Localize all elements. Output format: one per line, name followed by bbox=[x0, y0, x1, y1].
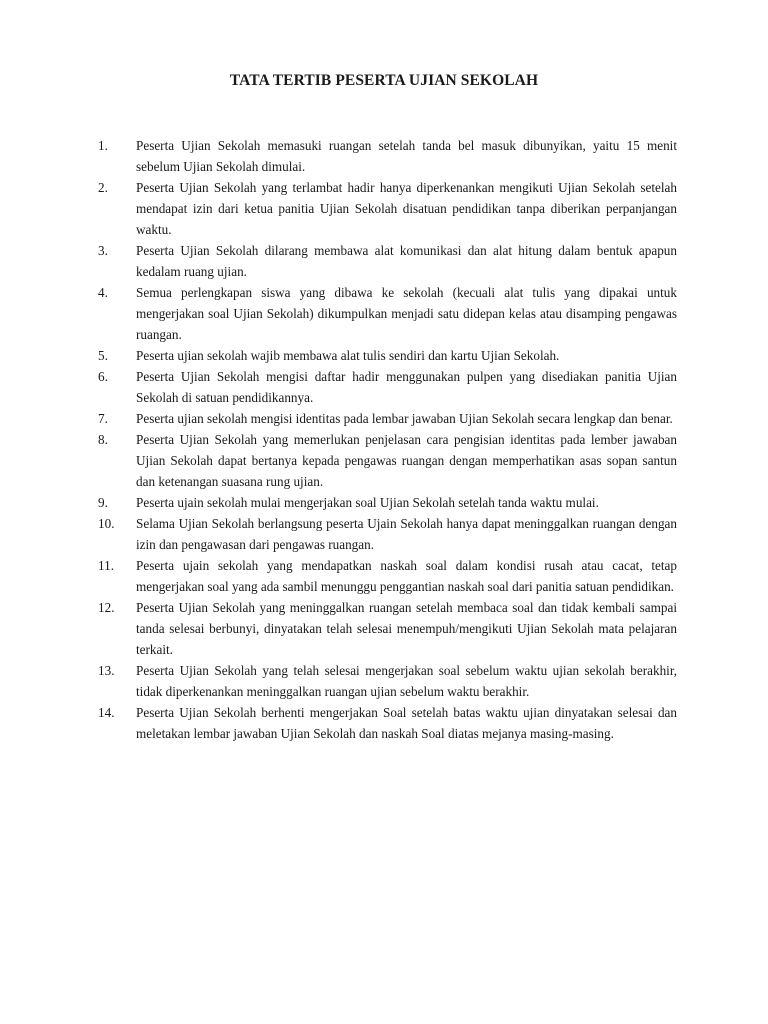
rule-number: 3. bbox=[98, 243, 108, 258]
rule-item-7 bbox=[98, 408, 677, 429]
rule-number: 6. bbox=[98, 369, 108, 384]
rule-item-8 bbox=[98, 429, 677, 492]
rule-text: Peserta ujain sekolah mulai mengerjakan soal Ujian Sekolah setelah tanda waktu mulai. bbox=[136, 495, 599, 510]
rule-item-3 bbox=[98, 240, 677, 282]
rule-text: Peserta ujian sekolah wajib membawa alat tulis sendiri dan kartu Ujian Sekolah. bbox=[136, 348, 560, 363]
rule-number: 13. bbox=[98, 663, 115, 678]
rule-item-12 bbox=[98, 597, 677, 660]
rule-text: Peserta Ujian Sekolah yang telah selesai mengerjakan soal sebelum waktu ujian sekolah berakhir, tidak diperkenankan meninggalkan ruangan ujian sebelum waktu berakhir. bbox=[136, 663, 677, 699]
rule-text: Peserta Ujian Sekolah yang terlambat hadir hanya diperkenankan mengikuti Ujian Sekolah setelah mendapat izin dari ketua panitia Ujian Sekolah disatuan pendidikan tanpa diberikan perpanjangan waktu. bbox=[136, 180, 677, 237]
rule-text: Peserta Ujian Sekolah yang memerlukan penjelasan cara pengisian identitas pada lember jawaban Ujian Sekolah dapat bertanya kepada pengawas ruangan dengan memperhatikan asas sopan santun dan ketenangan suasana rung ujian. bbox=[136, 432, 677, 489]
rule-text: Peserta Ujian Sekolah dilarang membawa alat komunikasi dan alat hitung dalam bentuk apapun kedalam ruang ujian. bbox=[136, 243, 677, 279]
rule-number: 4. bbox=[98, 285, 108, 300]
rule-number: 14. bbox=[98, 705, 115, 720]
rule-text: Peserta ujain sekolah yang mendapatkan naskah soal dalam kondisi rusah atau cacat, tetap mengerjakan soal yang ada sambil menunggu penggantian naskah soal dari panitia satuan pendidikan. bbox=[136, 558, 677, 594]
rule-item-14 bbox=[98, 702, 677, 744]
document-title: TATA TERTIB PESERTA UJIAN SEKOLAH bbox=[229, 72, 539, 89]
rule-number: 8. bbox=[98, 432, 108, 447]
rule-item-11 bbox=[98, 555, 677, 597]
rule-item-1 bbox=[98, 135, 677, 177]
rule-number: 11. bbox=[98, 558, 114, 573]
rule-text: Peserta Ujian Sekolah berhenti mengerjakan Soal setelah batas waktu ujian dinyatakan selesai dan meletakan lembar jawaban Ujian Sekolah dan naskah Soal diatas mejanya masing-masing. bbox=[136, 705, 677, 741]
rule-number: 5. bbox=[98, 348, 108, 363]
rule-number: 12. bbox=[98, 600, 115, 615]
rule-item-13 bbox=[98, 660, 677, 702]
rule-item-4 bbox=[98, 282, 677, 345]
rule-text: Peserta Ujian Sekolah mengisi daftar hadir menggunakan pulpen yang disediakan panitia Ujian Sekolah di satuan pendidikannya. bbox=[136, 369, 677, 405]
rule-number: 10. bbox=[98, 516, 115, 531]
rule-item-6 bbox=[98, 366, 677, 408]
rule-number: 9. bbox=[98, 495, 108, 510]
rule-text: Semua perlengkapan siswa yang dibawa ke sekolah (kecuali alat tulis yang dipakai untuk mengerjakan soal Ujian Sekolah) dikumpulkan menjadi satu didepan kelas atau disamping pengawas ruangan. bbox=[136, 285, 677, 342]
rule-item-9 bbox=[98, 492, 677, 513]
rule-item-5 bbox=[98, 345, 677, 366]
rule-item-2 bbox=[98, 177, 677, 240]
rule-text: Peserta ujian sekolah mengisi identitas pada lembar jawaban Ujian Sekolah secara lengkap dan benar. bbox=[136, 411, 673, 426]
rule-number: 2. bbox=[98, 180, 108, 195]
rule-number: 7. bbox=[98, 411, 108, 426]
rule-text: Peserta Ujian Sekolah yang meninggalkan ruangan setelah membaca soal dan tidak kembali sampai tanda selesai berbunyi, dinyatakan telah selesai menempuh/mengikuti Ujian Sekolah mata pelajaran terkait. bbox=[136, 600, 677, 657]
rule-item-10 bbox=[98, 513, 677, 555]
rule-text: Peserta Ujian Sekolah memasuki ruangan setelah tanda bel masuk dibunyikan, yaitu 15 menit sebelum Ujian Sekolah dimulai. bbox=[136, 138, 677, 174]
rules-list bbox=[98, 135, 677, 744]
rule-number: 1. bbox=[98, 138, 108, 153]
rule-text: Selama Ujian Sekolah berlangsung peserta Ujain Sekolah hanya dapat meninggalkan ruangan dengan izin dan pengawasan dari pengawas ruangan. bbox=[136, 516, 677, 552]
